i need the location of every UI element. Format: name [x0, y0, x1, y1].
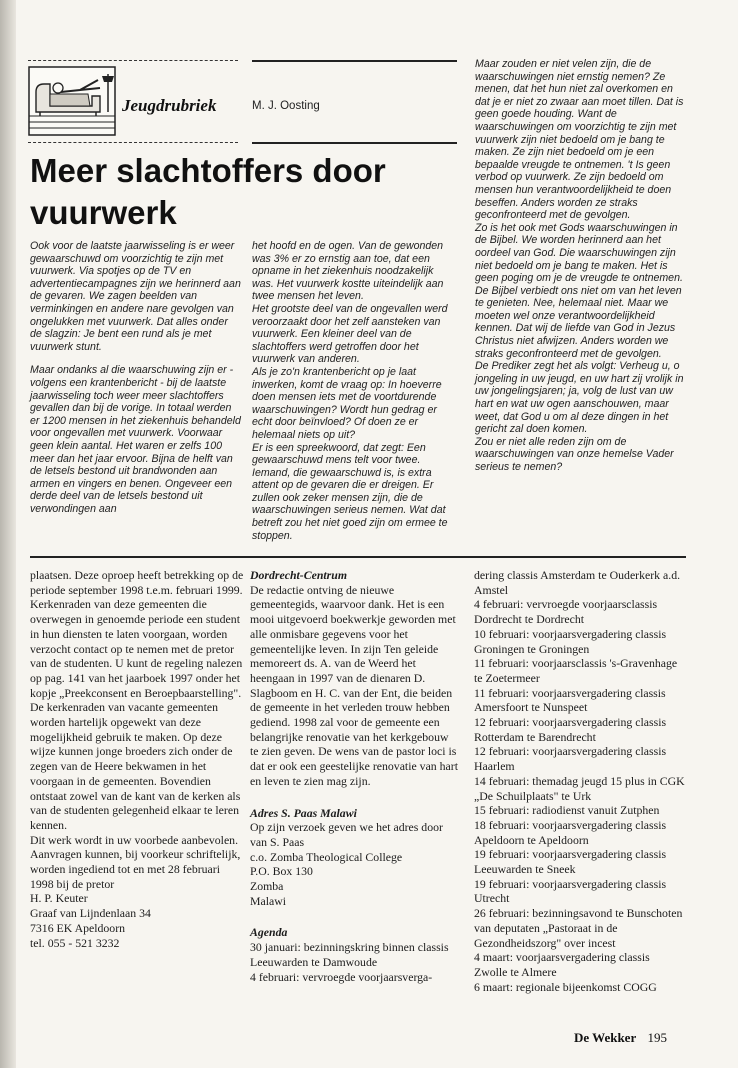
notice-paragraph: Kerkenraden van deze gemeenten die overwegen in genoemde periode een student in hun diensten te laten voorgaan, worden verzocht contact op te nemen met de pretor van de studenten. U kunt de regeling nalezen op pag. 141 van het jaarboek 1997 onder het kopje „Preekconsent en Beroepbaarstelling".	[30, 597, 243, 700]
agenda-item: 14 februari: themadag jeugd 15 plus in CGK „De Schuilplaats" te Urk	[474, 773, 685, 803]
agenda-heading: Agenda	[250, 925, 288, 940]
header-dashed-rule-bottom	[28, 142, 238, 143]
agenda-item: 11 februari: voorjaarsclassis 's-Gravenhage te Zoetermeer	[474, 656, 678, 685]
pretor-name: H. P. Keuter	[30, 891, 88, 906]
header-rule-right-top	[252, 60, 457, 62]
agenda-item: 30 januari: bezinningskring binnen classis Leeuwarden te Damwoude	[250, 940, 449, 969]
article-paragraph: Maar ondanks al die waarschuwing zijn er - volgens een krantenbericht - bij de laatste jaarwisseling toch weer meer slachtoffers gevallen dan bij de vorige. In totaal werden er 1200 mensen in het ziekenhuis behandeld voor ongevallen met vuurwerk. Voorwaar geen klein aantal. Het waren er zelfs 100 meer dan het jaar ervoor. Bijna de helft van de letsels bestond uit brandwonden aan armen en vingers en benen. Ongeveer een derde deel van de letsels bestond uit verwondingen aan	[30, 364, 241, 515]
article-paragraph: Maar zouden er niet velen zijn, die de waarschuwingen niet ernstig nemen? Ze menen, dat het hun niet zal overkomen en dat je er niet zo zwaar aan moet tillen. Dat is geen goede houding. Want de waarschuwingen om voorzichtig te zijn met vuurwerk zijn niet bedoeld om je bang te maken. Ze zijn niet bedoeld om je een bepaalde vreugde te ontnemen. 't Is geen verbod op vuurwerk. Ze zijn bedoeld om mensen hun verantwoordelijkheid te doen beseffen. Anders worden ze straks geconfronteerd met de gevolgen.	[475, 58, 684, 222]
paas-line: c.o. Zomba Theological College	[250, 849, 403, 864]
notice-paragraph: De kerkenraden van vacante gemeenten worden hartelijk opgewekt van deze mogelijkheid gebruik te maken. Op deze wijze kunnen jonge broeders zich onder de zegen van de Heere bekwamen in het voorgaan in de gemeenten. Bovendien ontstaat zowel van de kant van de kerken als van de studenten gelegenheid elkaar te leren kennen.	[30, 700, 241, 832]
article-paragraph: het hoofd en de ogen. Van de gewonden was 3% er zo ernstig aan toe, dat een opname in het ziekenhuis noodzakelijk was. Het vuurwerk kostte uiteindelijk aan twee mensen het leven.	[252, 240, 444, 303]
article-paragraph: De Prediker zegt het als volgt: Verheug u, o jongeling in uw jeugd, en uw hart zij vrolijk in uw jongelingsjaren; ja, volg de lust van uw hart en wat uw ogen aanschouwen, maar weet, dat God u om al deze dingen in het gericht zal doen komen.	[475, 360, 684, 436]
agenda-item: 4 februari: vervroegde voorjaarsclassis Dordrecht te Dordrecht	[474, 597, 658, 627]
agenda-item: 10 februari: voorjaarsvergadering classis Groningen te Groningen	[474, 626, 667, 656]
agenda-item: dering classis Amsterdam te Ouderkerk a.d. Amstel	[474, 568, 681, 597]
agenda-item: 26 februari: bezinningsavond te Bunschoten van deputaten „Pastoraat in de Gezondheidszorg" over incest	[474, 906, 683, 950]
article-paragraph: Als je zo'n krantenbericht op je laat inwerken, komt de vraag op: In hoeverre doen mensen iets met de voortdurende waarschuwingen? Wordt hun gedrag er echt door beïnvloed? Of doen ze er helemaal niets op uit?	[252, 365, 442, 441]
article-paragraph: Ook voor de laatste jaarwisseling is er weer gewaarschuwd om voorzichtig te zijn met vuurwerk. Via spotjes op de TV en advertentiecampagnes zijn we herinnerd aan de gevaren. We zagen beelden van verminkingen en andere nare gevolgen van ongelukken met vuurwerk. Dat alles onder de slagzin: Je bent een rund als je met vuurwerk stunt.	[30, 240, 241, 353]
person-lounging-in-armchair-icon	[28, 66, 116, 136]
article-paragraph: Zou er niet alle reden zijn om de waarschuwingen van onze hemelse Vader serieus te nemen?	[475, 435, 674, 473]
pretor-street: Graaf van Lijndenlaan 34	[30, 906, 151, 921]
agenda-item: 6 maart: regionale bijeenkomst COGG	[474, 979, 657, 994]
agenda-item: 4 maart: voorjaarsvergadering classis Zwolle te Almere	[474, 950, 650, 979]
pretor-city: 7316 EK Apeldoorn	[30, 920, 126, 935]
paas-line: Malawi	[250, 893, 287, 908]
agenda-item: 19 februari: voorjaarsvergadering classis Leeuwarden te Sneek	[474, 847, 667, 877]
paas-heading: Adres S. Paas Malawi	[250, 805, 357, 820]
notice-paragraph: Aanvragen kunnen, bij voorkeur schriftelijk, worden ingediend tot en met 28 februari 1998 bij de pretor	[30, 847, 241, 891]
notices-column-3	[474, 568, 686, 994]
notices-column-1	[30, 568, 244, 950]
section-divider	[30, 556, 686, 558]
magazine-name: De Wekker	[574, 1030, 637, 1045]
header-dashed-rule-top	[28, 60, 238, 61]
paas-line: Zomba	[250, 879, 284, 894]
notices-column-2	[250, 568, 458, 984]
article-title: Meer slachtoffers door vuurwerk	[30, 152, 386, 231]
agenda-item: 12 februari: voorjaarsvergadering classis Haarlem	[474, 744, 667, 774]
article-paragraph: Er is een spreekwoord, dat zegt: Een gewaarschuwd mens telt voor twee. Iemand, die gewaarschuwd is, is extra attent op de gevaren die er dreigen. Er zullen ook zeker mensen zijn, die de waarschuwingen serieus nemen. Wat dat betreft zou het niet goed zijn om ermee te stoppen.	[252, 441, 448, 542]
paas-line: Op zijn verzoek geven we het adres door van S. Paas	[250, 820, 443, 849]
pretor-phone: tel. 055 - 521 3232	[30, 935, 120, 950]
article-column-3	[475, 58, 685, 474]
article-paragraph: Het grootste deel van de ongevallen werd veroorzaakt door het zelf aansteken van vuurwerk. Een kleiner deel van de slachtoffers werd getroffen door het vuurwerk van anderen.	[252, 302, 448, 366]
article-column-1	[30, 240, 242, 526]
agenda-item: 11 februari: voorjaarsvergadering classis Amersfoort te Nunspeet	[474, 685, 666, 715]
rubric-label: Jeugdrubriek	[122, 96, 217, 115]
dordrecht-heading: Dordrecht-Centrum	[250, 568, 348, 582]
agenda-item: 19 februari: voorjaarsvergadering classis Utrecht	[474, 876, 667, 906]
agenda-item: 4 februari: vervroegde voorjaarsverga-	[250, 969, 433, 984]
paas-line: P.O. Box 130	[250, 864, 313, 879]
agenda-item: 15 februari: radiodienst vanuit Zutphen	[474, 803, 660, 818]
author-name: M. J. Oosting	[252, 100, 320, 112]
agenda-item: 12 februari: voorjaarsvergadering classis Rotterdam te Barendrecht	[474, 715, 667, 744]
notice-paragraph: plaatsen. Deze oproep heeft betrekking op de periode september 1998 t.e.m. februari 1999.	[30, 568, 244, 597]
notice-paragraph: Dit werk wordt in uw voorbede aanbevolen.	[30, 832, 239, 847]
page-spine-shadow	[0, 0, 16, 1068]
page-footer	[574, 1030, 667, 1046]
article-paragraph: Zo is het ook met Gods waarschuwingen in de Bijbel. We worden herinnerd aan het oordeel van God. Die waarschuwingen zijn niet bedoeld om je bang te maken. Het is geen poging om je de vreugde te ontnemen. De Bijbel verbiedt ons niet om van het leven te genieten. Nee, helemaal niet. Maar we moeten wel onze verantwoordelijkheid kennen. Dat wij de liefde van God in Jezus Christus niet afwijzen. Anders worden we straks geconfronteerd met de gevolgen.	[475, 221, 683, 360]
agenda-item: 18 februari: voorjaarsvergadering classis Apeldoorn te Apeldoorn	[474, 817, 667, 847]
header-rule-right-bottom	[252, 142, 457, 144]
article-column-2	[252, 240, 458, 542]
page-number: 195	[647, 1030, 667, 1045]
dordrecht-text: De redactie ontving de nieuwe gemeentegids, waarvoor dank. Het is een mooi uitgevoerd boekwerkje geworden met alle onmisbare gegevens voor het gemeentelijke leven. In zijn Ten geleide memoreert ds. A. van de Weerd het heengaan in 1997 van de dienaren D. Slagboom en H. C. van der Ent, die beiden de gemeente in het verleden trouw hebben gediend. 1998 zal voor de gemeente een belangrijke renovatie van het kerkgebouw te zien geven. De wens van de pastor loci is dat er ook een geestelijke renovatie van hart en leven te zien mag zijn.	[250, 582, 458, 788]
